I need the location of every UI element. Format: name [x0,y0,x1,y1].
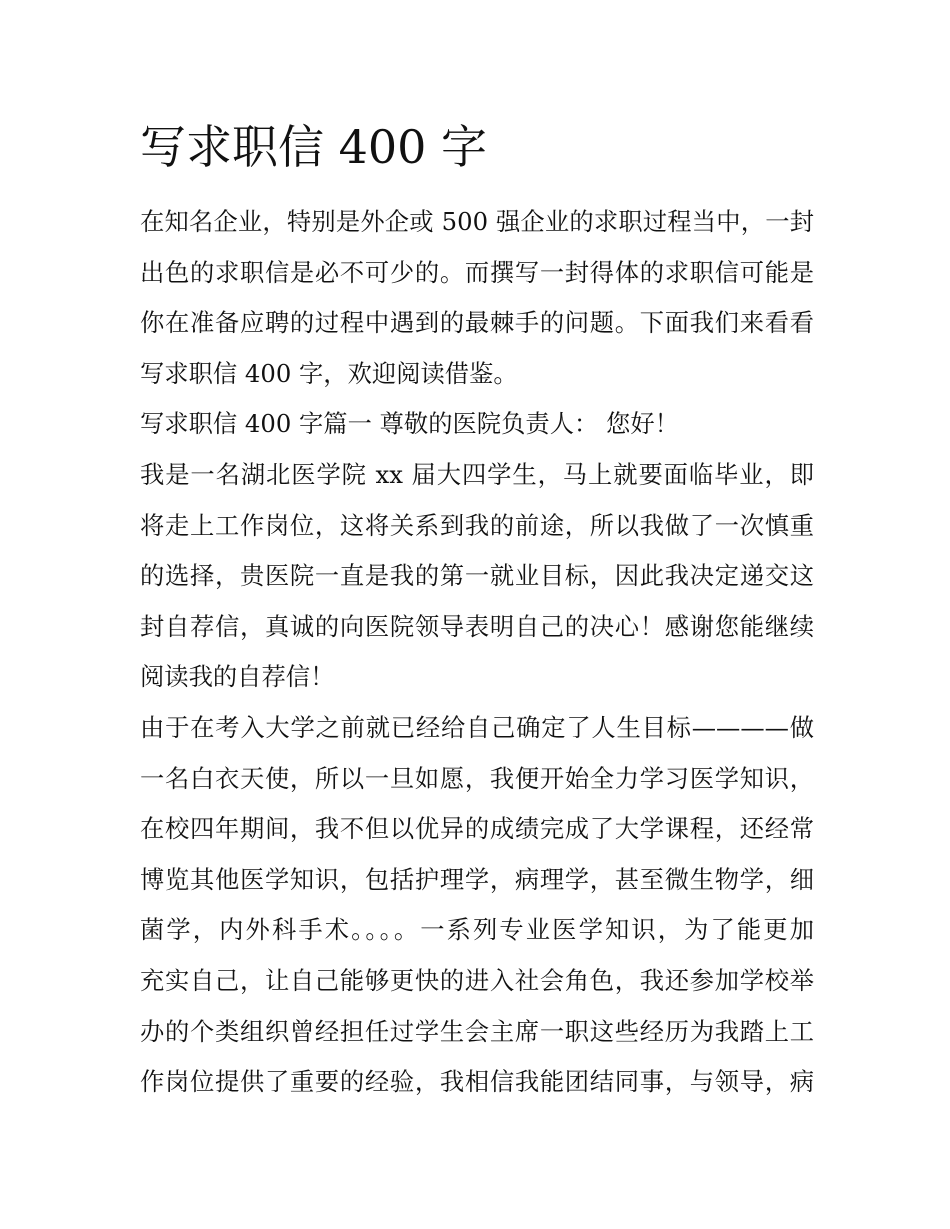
body-line: 办的个类组织曾经担任过学生会主席一职这些经历为我踏上工 [140,1016,814,1046]
body-line: 我是一名湖北医学院 xx 届大四学生，马上就要面临毕业，即 [140,459,814,489]
body-line: 写求职信 400 字，欢迎阅读借鉴。 [140,358,518,388]
body-line: 你在准备应聘的过程中遇到的最棘手的问题。下面我们来看看 [140,308,814,338]
body-line: 由于在考入大学之前就已经给自己确定了人生目标————做 [140,712,814,742]
body-line: 封自荐信，真诚的向医院领导表明自己的决心！感谢您能继续 [140,611,814,641]
body-line: 菌学，内外科手术。。。。一系列专业医学知识，为了能更加 [140,915,814,945]
body-line: 的选择，贵医院一直是我的第一就业目标，因此我决定递交这 [140,561,814,591]
body-line: 将走上工作岗位，这将关系到我的前途，所以我做了一次慎重 [140,510,814,540]
body-line: 写求职信 400 字篇一 尊敬的医院负责人： 您好！ [140,409,679,439]
document-body [140,197,814,1108]
body-line: 出色的求职信是必不可少的。而撰写一封得体的求职信可能是 [140,257,814,287]
body-line: 阅读我的自荐信！ [140,662,335,692]
body-line: 一名白衣天使，所以一旦如愿，我便开始全力学习医学知识， [140,763,814,793]
body-line: 在校四年期间，我不但以优异的成绩完成了大学课程，还经常 [140,814,814,844]
document-title: 写求职信 400 字 [140,120,488,174]
body-line: 作岗位提供了重要的经验，我相信我能团结同事，与领导，病 [140,1067,814,1097]
body-line: 在知名企业，特别是外企或 500 强企业的求职过程当中，一封 [140,207,814,236]
body-line: 博览其他医学知识，包括护理学，病理学，甚至微生物学，细 [140,864,814,894]
body-line: 充实自己，让自己能够更快的进入社会角色，我还参加学校举 [140,965,814,995]
